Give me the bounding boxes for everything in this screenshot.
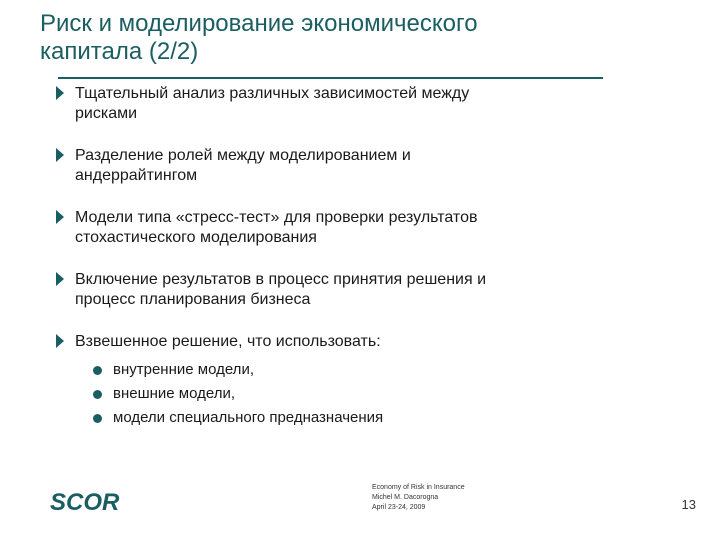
bullet-line: процесс планирования бизнеса — [75, 291, 311, 308]
title-divider — [58, 77, 603, 79]
arrow-bullet-icon — [56, 86, 64, 100]
bullet-text — [75, 270, 635, 310]
bullet-text — [75, 146, 635, 186]
arrow-bullet-icon — [56, 272, 64, 286]
bullet-line: рисками — [75, 105, 138, 122]
footer-line: Michel M. Dacorogna — [372, 494, 439, 501]
scor-logo-icon — [50, 488, 145, 516]
slide-title-line-2: капитала (2/2) — [40, 38, 199, 65]
footer-line: April 23-24, 2009 — [372, 504, 426, 511]
bullet-line: Включение результатов в процесс принятия решения и — [75, 271, 487, 288]
sub-bullet-text: модели специального предназначения — [113, 409, 384, 426]
bullet-line: Тщательный анализ различных зависимостей между — [75, 85, 470, 102]
sub-bullet-item — [93, 385, 593, 407]
sub-bullet-item — [93, 409, 593, 431]
bullet-line: Взвешенное решение, что использовать: — [75, 333, 381, 350]
slide-title-line-1: Риск и моделирование экономического — [40, 10, 478, 37]
sub-bullet-item — [93, 361, 593, 383]
logo-text: SCOR — [50, 489, 120, 516]
arrow-bullet-icon — [56, 148, 64, 162]
bullet-text — [75, 208, 635, 248]
bullet-line: Разделение ролей между моделированием и — [75, 147, 411, 164]
arrow-bullet-icon — [56, 334, 64, 348]
slide-title — [40, 10, 640, 66]
dot-bullet-icon — [93, 414, 102, 423]
bullet-line: Модели типа «стресс-тест» для проверки результатов — [75, 209, 478, 226]
bullet-line: андеррайтингом — [75, 167, 198, 184]
dot-bullet-icon — [93, 366, 102, 375]
bullet-text — [75, 332, 635, 352]
dot-bullet-icon — [93, 390, 102, 399]
page-number: 13 — [681, 497, 696, 512]
footer-info — [372, 483, 572, 513]
sub-bullet-text: внешние модели, — [113, 385, 236, 402]
bullet-line: стохастического моделирования — [75, 229, 317, 246]
sub-bullet-text: внутренние модели, — [113, 361, 254, 378]
bullet-text — [75, 84, 635, 124]
arrow-bullet-icon — [56, 210, 64, 224]
footer-line: Economy of Risk in Insurance — [372, 484, 465, 491]
